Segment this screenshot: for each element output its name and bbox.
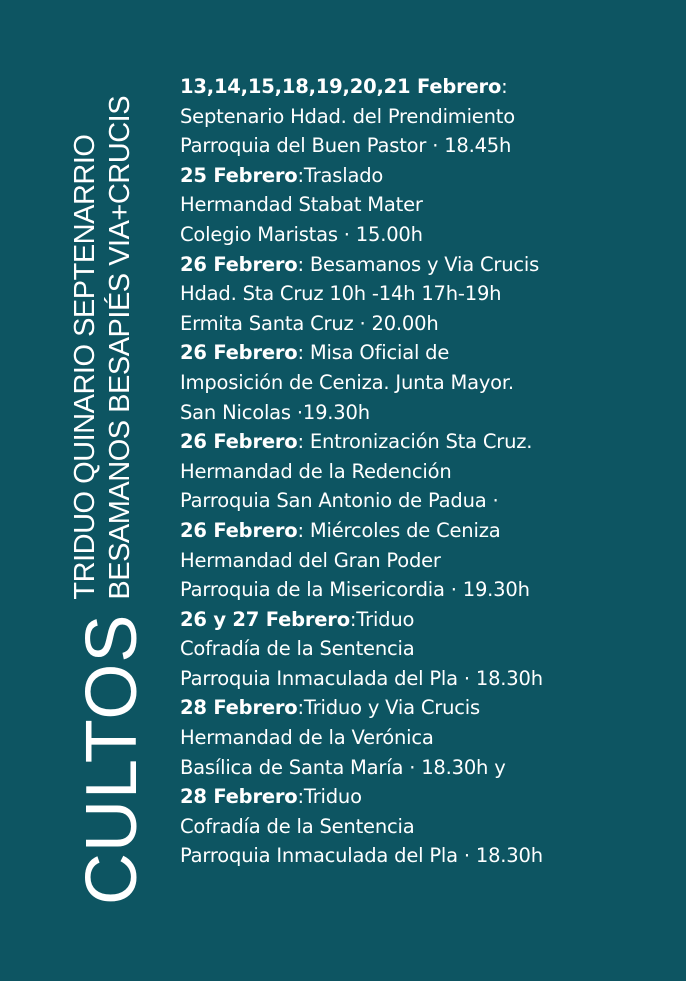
event-headline — [180, 605, 666, 635]
event-item — [180, 693, 666, 782]
event-location: Basílica de Santa María · 18.30h y — [180, 755, 506, 779]
event-colon: : — [297, 252, 304, 276]
event-location: Parroquia Inmaculada del Pla · 18.30h — [180, 844, 543, 868]
event-location: Ermita Santa Cruz · 20.00h — [180, 311, 439, 335]
event-title: Triduo — [303, 785, 362, 809]
event-location: Parroquia de la Misericordia · 19.30h — [180, 578, 530, 602]
event-date: 28 Febrero — [180, 785, 298, 809]
event-item — [180, 338, 666, 427]
event-colon: : — [501, 75, 508, 98]
sidebar — [0, 0, 152, 981]
event-date: 26 Febrero — [180, 518, 298, 542]
event-colon: : — [297, 341, 304, 365]
event-organizer: Imposición de Ceniza. Junta Mayor. — [180, 370, 514, 394]
event-headline — [180, 338, 666, 368]
event-location: Colegio Maristas · 15.00h — [180, 222, 423, 246]
event-title: Besamanos y Via Crucis — [303, 252, 540, 276]
event-colon: : — [297, 163, 304, 187]
event-organizer: Hdad. Sta Cruz 10h -14h 17h-19h — [180, 282, 502, 306]
event-location: Parroquia del Buen Pastor · 18.45h — [180, 134, 512, 158]
heading-line-2: BESAMANOS BESAPIÉS VIA+CRUCIS — [104, 95, 136, 600]
event-item — [180, 782, 666, 871]
event-colon: : — [349, 607, 357, 631]
event-headline — [180, 72, 666, 102]
heading-subtitle — [68, 96, 138, 600]
event-date: 28 Febrero — [180, 696, 298, 720]
event-date: 26 Febrero — [180, 341, 298, 365]
event-item — [180, 427, 666, 516]
event-headline — [180, 250, 666, 280]
heading-line-1: TRIDUO QUINARIO SEPTENARRIO — [69, 134, 101, 600]
event-headline — [180, 693, 666, 723]
event-title: Entronización Sta Cruz. — [303, 430, 533, 454]
event-organizer: Septenario Hdad. del Prendimiento — [180, 104, 515, 128]
event-organizer: Hermandad de la Redención — [180, 459, 452, 483]
rotated-heading — [66, 95, 152, 905]
event-location: San Nicolas ·19.30h — [180, 400, 370, 424]
event-organizer: Cofradía de la Sentencia — [180, 814, 415, 838]
event-item — [180, 516, 666, 605]
event-item — [180, 605, 666, 694]
event-item — [180, 161, 666, 250]
event-date: 25 Febrero — [180, 163, 298, 187]
event-title: Misa Oficial de — [303, 341, 450, 365]
event-title: Triduo y Via Crucis — [303, 696, 480, 720]
event-colon: : — [297, 696, 304, 720]
event-headline — [180, 161, 666, 191]
events-list — [180, 72, 666, 871]
event-headline — [180, 782, 666, 812]
event-organizer: Cofradía de la Sentencia — [180, 637, 415, 661]
event-headline — [180, 427, 666, 457]
event-headline — [180, 516, 666, 546]
event-colon: : — [297, 518, 304, 542]
event-colon: : — [297, 785, 304, 809]
event-location: Parroquia San Antonio de Padua · — [180, 489, 499, 513]
event-date: 26 y 27 Febrero — [180, 607, 350, 631]
event-organizer: Hermandad de la Verónica — [180, 726, 434, 750]
event-title: Triduo — [356, 607, 415, 631]
event-title: Traslado — [303, 163, 384, 187]
event-organizer: Hermandad del Gran Poder — [180, 548, 441, 572]
event-title: Miércoles de Ceniza — [303, 518, 501, 542]
event-date: 26 Febrero — [180, 430, 298, 454]
event-organizer: Hermandad Stabat Mater — [180, 193, 423, 217]
event-item — [180, 72, 666, 161]
event-location: Parroquia Inmaculada del Pla · 18.30h — [180, 666, 543, 690]
event-date: 26 Febrero — [180, 252, 298, 276]
event-date: 13,14,15,18,19,20,21 Febrero — [180, 75, 502, 98]
event-colon: : — [297, 430, 304, 454]
event-item — [180, 250, 666, 339]
heading-title: CULTOS — [72, 613, 152, 905]
